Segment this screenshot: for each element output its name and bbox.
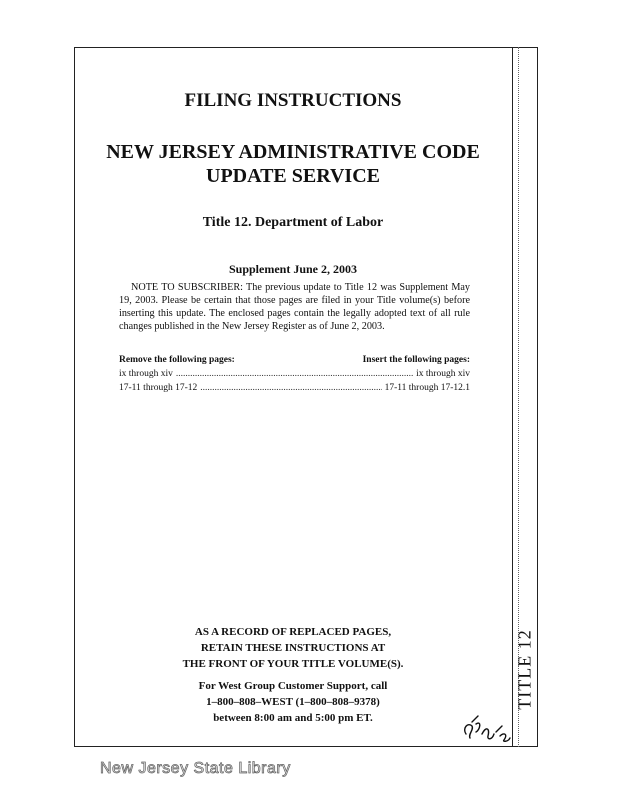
record-line2: RETAIN THESE INSTRUCTIONS AT: [200, 642, 386, 654]
support-line1: For West Group Customer Support, call: [198, 680, 388, 692]
code-title: [74, 140, 512, 188]
remove-pages: 17-11 through 17-12: [119, 383, 198, 393]
code-title-line2: UPDATE SERVICE: [206, 165, 380, 187]
remove-header: Remove the following pages:: [119, 355, 235, 365]
filing-title: FILING INSTRUCTIONS: [184, 90, 402, 111]
supplement-date: Supplement June 2, 2003: [228, 262, 358, 276]
title-department: Title 12. Department of Labor: [202, 215, 384, 230]
dot-leader: [200, 383, 381, 393]
record-instructions: [74, 624, 512, 672]
side-tab-label: TITLE 12: [514, 628, 535, 710]
code-title-line1: NEW JERSEY ADMINISTRATIVE CODE: [106, 141, 480, 163]
table-row: [119, 369, 470, 379]
side-tab: [513, 620, 537, 718]
support-line3: between 8:00 am and 5:00 pm ET.: [213, 712, 373, 724]
customer-support: [74, 678, 512, 726]
pages-table-header: [119, 355, 470, 365]
dot-leader: [176, 369, 413, 379]
handwritten-initials: [452, 712, 514, 746]
record-line3: THE FRONT OF YOUR TITLE VOLUME(S).: [182, 658, 404, 670]
library-watermark: New Jersey State Library: [100, 760, 291, 777]
table-row: [119, 383, 470, 393]
insert-pages: ix through xiv: [416, 369, 470, 379]
support-line2: 1–800–808–WEST (1–800–808–9378): [206, 696, 380, 708]
record-line1: AS A RECORD OF REPLACED PAGES,: [194, 626, 392, 638]
insert-pages: 17-11 through 17-12.1: [384, 383, 470, 393]
insert-header: Insert the following pages:: [362, 355, 470, 365]
remove-pages: ix through xiv: [119, 369, 173, 379]
note-to-subscriber: NOTE TO SUBSCRIBER: The previous update to Title 12 was Supplement May 19, 2003. Please be certain that those pages are filed in your Title volume(s) before inserting this update. The enclosed pages contain the legally adopted text of all rule changes published in the New Jersey Register as of June 2, 2003.: [119, 282, 470, 332]
